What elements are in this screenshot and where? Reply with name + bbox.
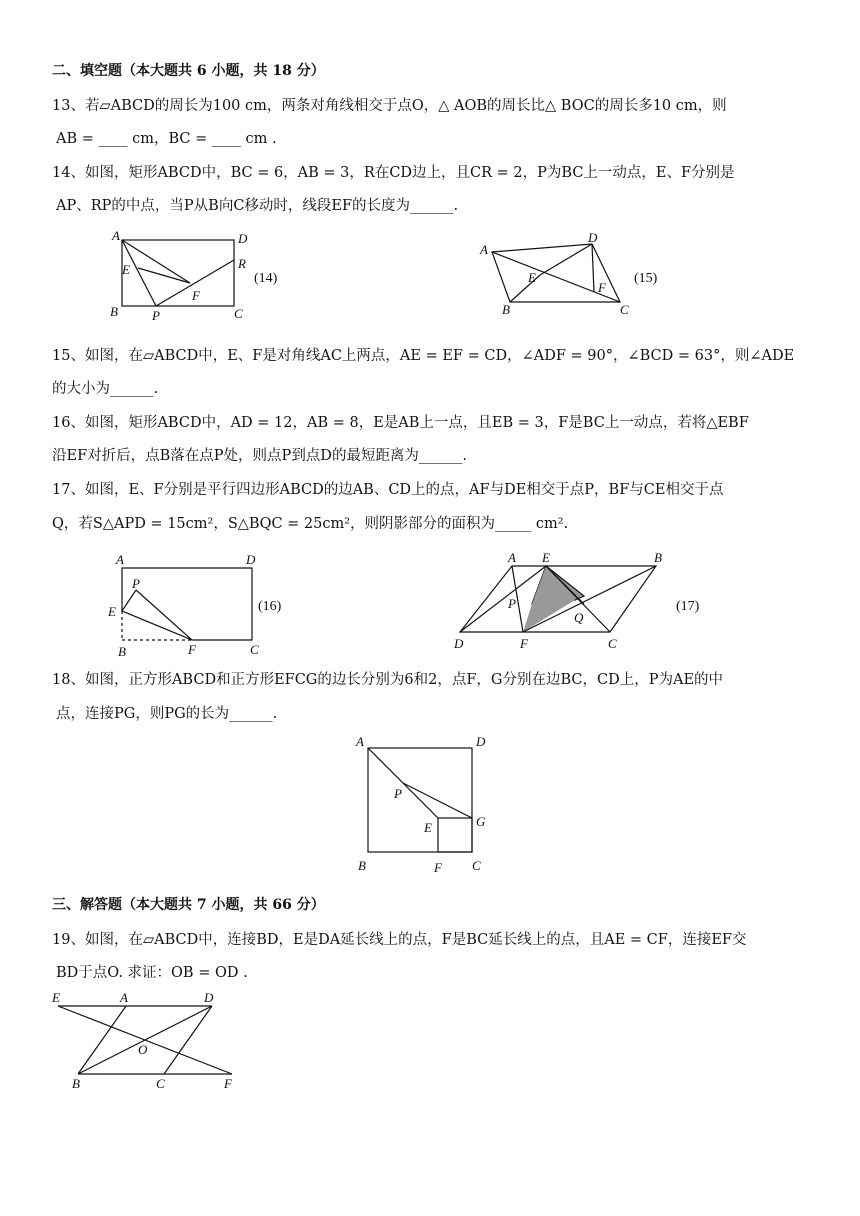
fig18-label-F: F xyxy=(434,860,442,875)
fig18-label-C: C xyxy=(472,858,481,873)
question-13-line1: 13、若▱ABCD的周长为100 cm，两条对角线相交于点O，△ AOB的周长比△ BOC的周长多10 cm，则 xyxy=(52,98,727,114)
question-14-line2: AP、RP的中点，当P从B向C移动时，线段EF的长度为______. xyxy=(56,198,459,214)
fig18-label-P: P xyxy=(394,786,402,801)
fig17-label-E: E xyxy=(542,550,550,565)
fig15-label-C: C xyxy=(620,302,629,317)
fig19-label-E: E xyxy=(52,990,60,1005)
fig16-label-C: C xyxy=(250,642,259,657)
fig17-label-F: F xyxy=(520,636,528,651)
question-14-line1: 14、如图，矩形ABCD中，BC = 6，AB = 3，R在CD边上，且CR = 2，P为BC上一动点，E、F分别是 xyxy=(52,165,735,181)
fig17-label-P: P xyxy=(508,596,516,611)
figure-15 xyxy=(470,230,680,320)
fig14-label-E: E xyxy=(122,262,130,277)
fig18-label-G: G xyxy=(476,814,486,829)
question-16-line2: 沿EF对折后，点B落在点P处，则点P到点D的最短距离为______. xyxy=(52,448,468,464)
fig19-label-A: A xyxy=(120,990,128,1005)
fig17-label-D: D xyxy=(454,636,464,651)
fig19-label-O: O xyxy=(138,1042,148,1057)
fig15-label-E: E xyxy=(528,270,536,285)
question-15-line1: 15、如图，在▱ABCD中，E、F是对角线AC上两点，AE = EF = CD，∠ADF = 90°，∠BCD = 63°，则∠ADE xyxy=(52,348,795,364)
fig14-label-B: B xyxy=(110,304,118,319)
question-19-line2: BD于点O. 求证：OB = OD . xyxy=(56,965,248,981)
fig19-label-B: B xyxy=(72,1076,80,1091)
question-16-line1: 16、如图，矩形ABCD中，AD = 12，AB = 8，E是AB上一点，且EB = 3，F是BC上一动点，若将△EBF xyxy=(52,415,749,431)
fig17-label-B: B xyxy=(654,550,662,565)
fig14-label-R: R xyxy=(238,256,246,271)
fig16-caption: (16) xyxy=(258,599,282,614)
question-17-line1: 17、如图，E、F分别是平行四边形ABCD的边AB、CD上的点，AF与DE相交于点P，BF与CE相交于点 xyxy=(52,482,724,498)
fig14-label-P: P xyxy=(152,308,160,323)
question-17-line2: Q，若S△APD = 15cm²，S△BQC = 25cm²，则阴影部分的面积为_____ cm². xyxy=(52,516,569,532)
fig17-label-C: C xyxy=(608,636,617,651)
fig19-label-D: D xyxy=(204,990,214,1005)
fig17-label-Q: Q xyxy=(574,610,584,625)
figure-19 xyxy=(46,988,246,1092)
section-title-solve: 三、解答题（本大题共 7 小题，共 66 分） xyxy=(52,897,325,913)
question-18-line2: 点，连接PG，则PG的长为______. xyxy=(56,706,278,722)
fig18-label-E: E xyxy=(424,820,432,835)
fig15-label-D: D xyxy=(588,230,598,245)
fig17-caption: (17) xyxy=(676,599,700,614)
fig18-square-efcg xyxy=(438,818,472,852)
figure-18 xyxy=(350,730,500,880)
fig15-label-B: B xyxy=(502,302,510,317)
figure-14 xyxy=(100,228,300,328)
fig19-label-F: F xyxy=(224,1076,232,1091)
fig16-label-E: E xyxy=(108,604,116,619)
fig18-label-B: B xyxy=(358,858,366,873)
question-18-line1: 18、如图，正方形ABCD和正方形EFCG的边长分别为6和2，点F，G分别在边BC，CD上，P为AE的中 xyxy=(52,672,724,688)
fig16-label-F: F xyxy=(188,642,196,657)
figure-16 xyxy=(100,548,300,658)
fig14-label-F: F xyxy=(192,288,200,303)
fig14-label-D: D xyxy=(238,231,248,246)
fig16-rectangle xyxy=(122,568,252,640)
fig17-label-A: A xyxy=(508,550,516,565)
question-13-line2: AB = ____ cm，BC = ____ cm . xyxy=(56,131,277,147)
fig18-label-D: D xyxy=(476,734,486,749)
fig15-caption: (15) xyxy=(634,271,658,286)
figure-17 xyxy=(450,546,720,656)
fig16-label-D: D xyxy=(246,552,256,567)
fig15-label-A: A xyxy=(480,242,488,257)
fig14-caption: (14) xyxy=(254,271,278,286)
fig19-label-C: C xyxy=(156,1076,165,1091)
question-19-line1: 19、如图，在▱ABCD中，连接BD，E是DA延长线上的点，F是BC延长线上的点，且AE = CF，连接EF交 xyxy=(52,932,747,948)
fig14-label-C: C xyxy=(234,306,243,321)
section-title-fill-in: 二、填空题（本大题共 6 小题，共 18 分） xyxy=(52,63,325,79)
fig15-label-F: F xyxy=(598,280,606,295)
fig16-label-B: B xyxy=(118,644,126,658)
question-15-line2: 的大小为______. xyxy=(52,381,159,397)
fig14-label-A: A xyxy=(112,228,120,243)
fig16-label-P: P xyxy=(132,576,140,591)
fig18-label-A: A xyxy=(356,734,364,749)
fig16-label-A: A xyxy=(116,552,124,567)
